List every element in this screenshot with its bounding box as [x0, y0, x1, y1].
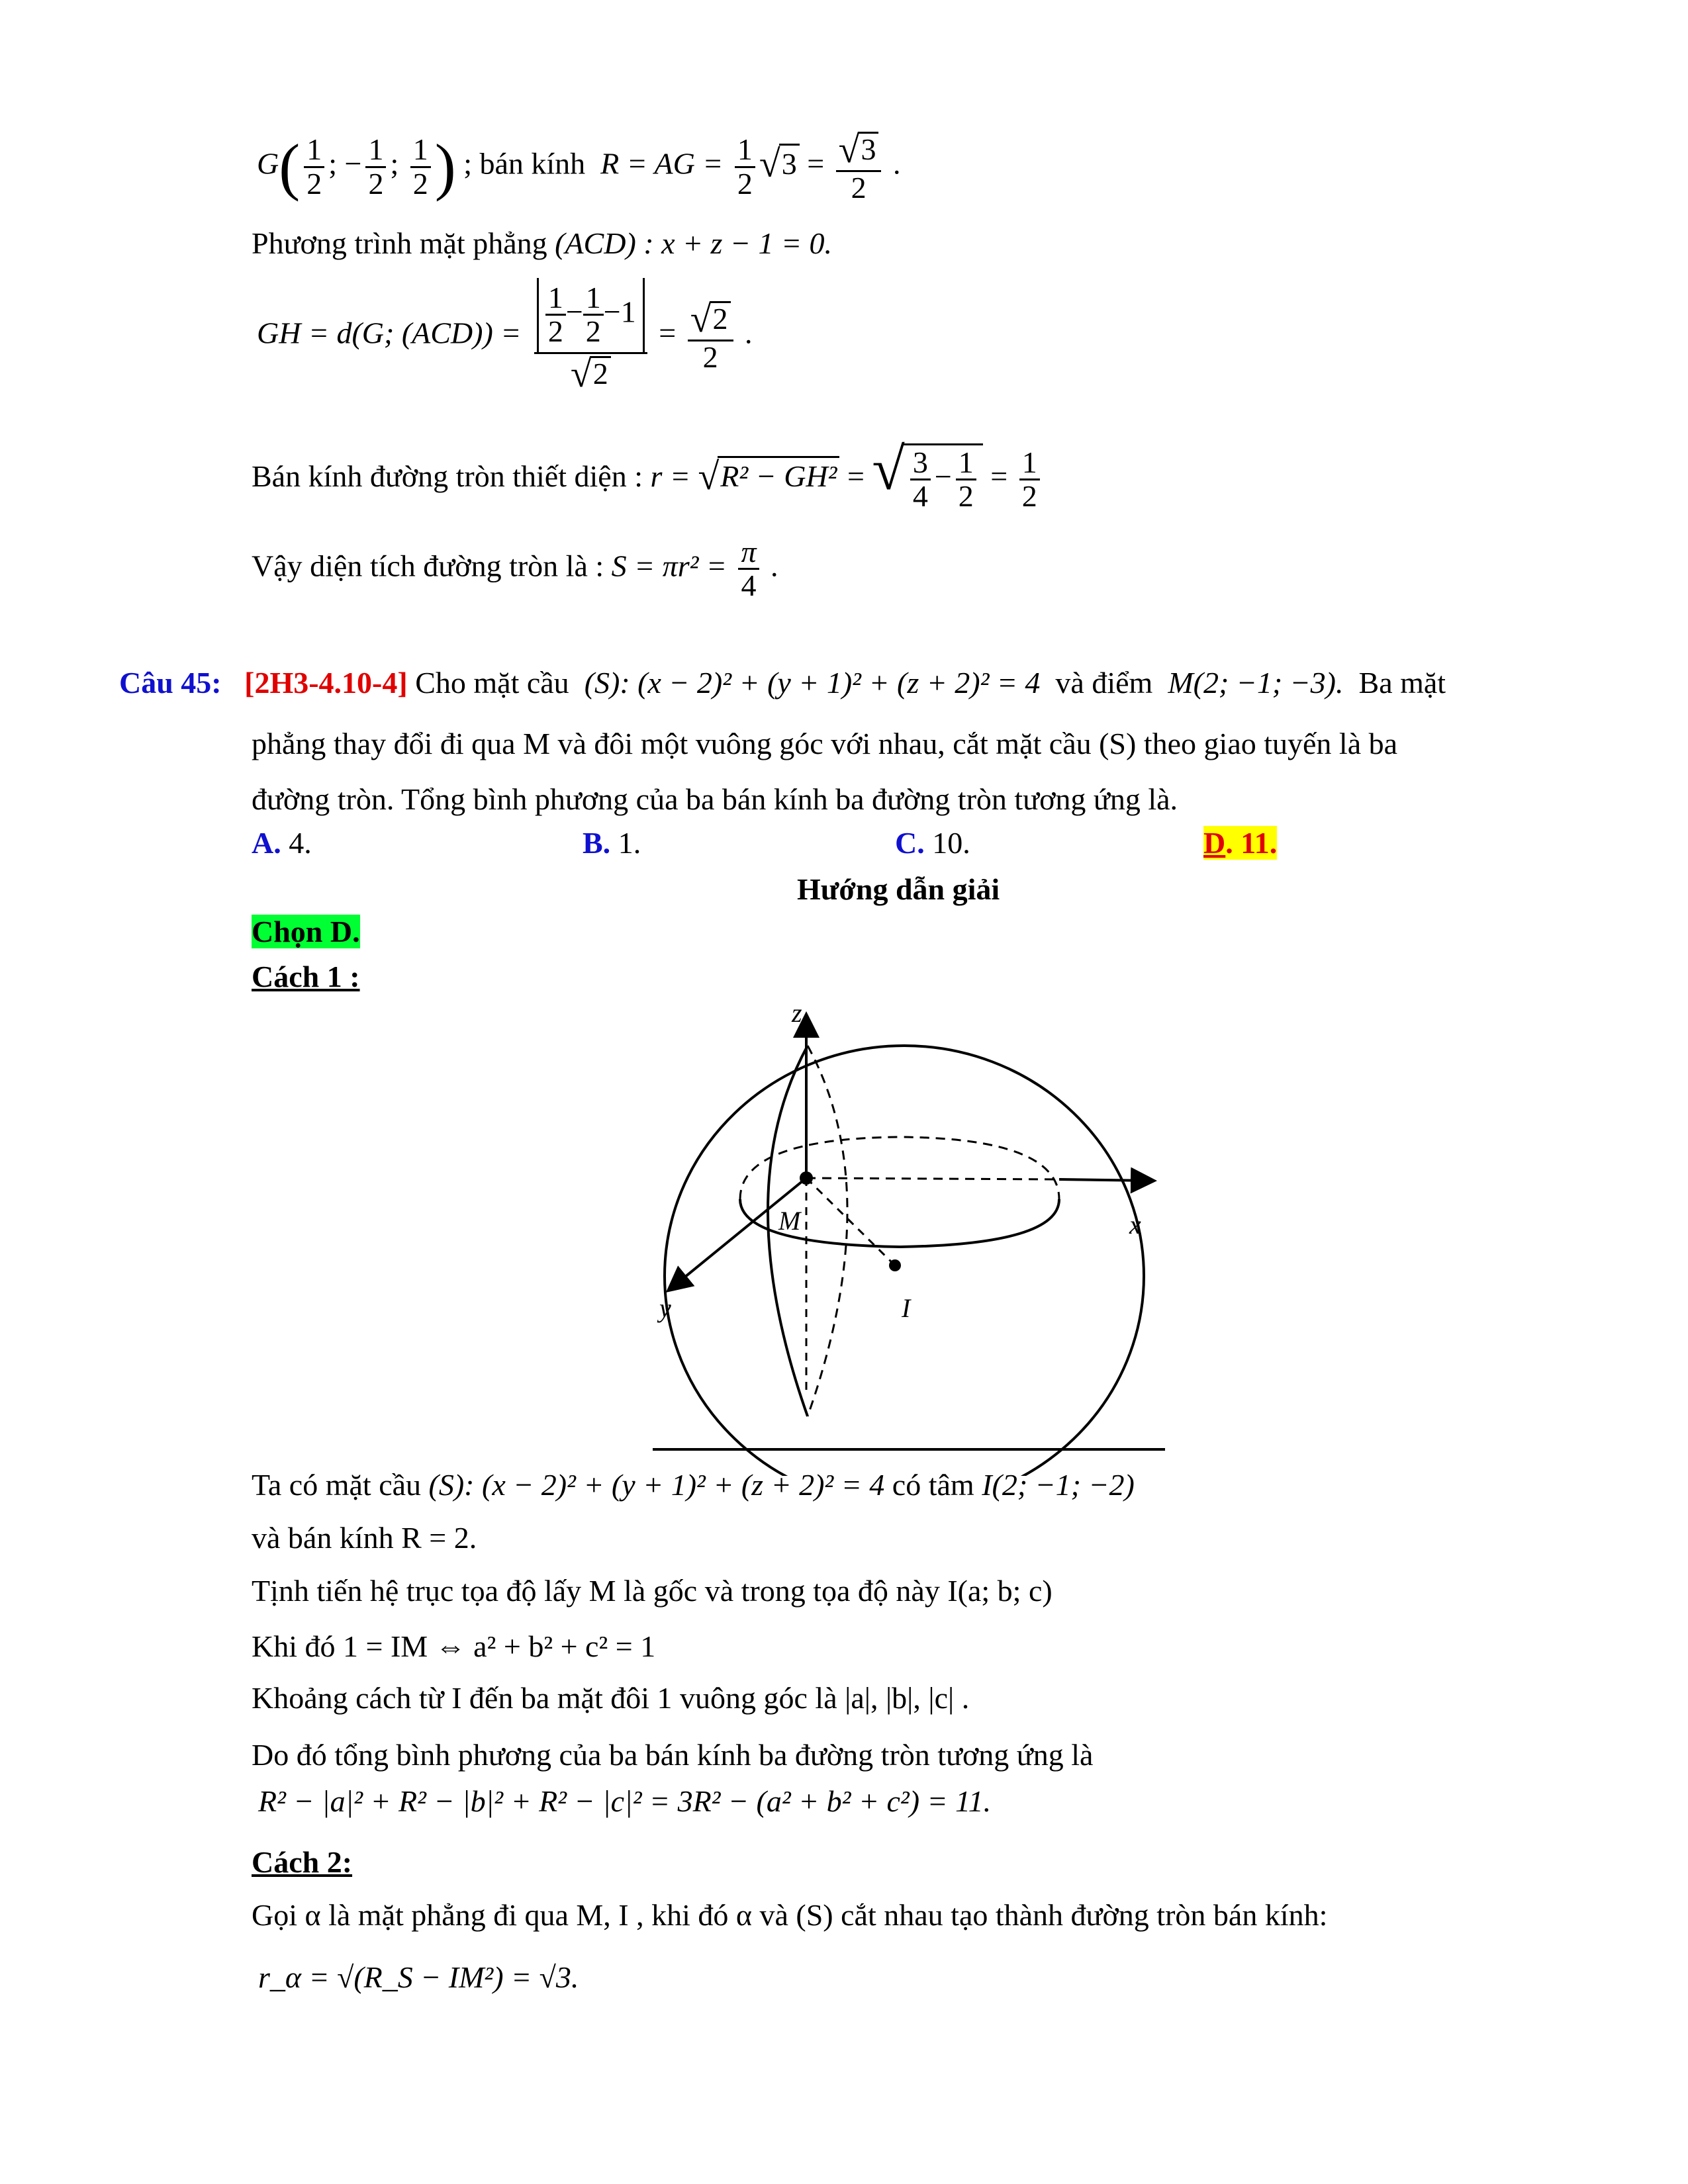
- sphere-figure: [596, 993, 1192, 1476]
- horizontal-circle-back: [740, 1137, 1059, 1199]
- ban-kinh-text: ; bán kính: [463, 146, 586, 181]
- sphere-outline: [665, 1046, 1144, 1476]
- solution-line-7: R² − |a|² + R² − |b|² + R² − |c|² = 3R² − (a² + b² + c²) = 11.: [258, 1784, 992, 1818]
- solution-line-9: r_α = √(R_S − IM²) = √3.: [258, 1960, 579, 1994]
- option-b[interactable]: B. 1.: [583, 826, 641, 860]
- solution-line-5: Khoảng cách từ I đến ba mặt đôi 1 vuông góc là |a|, |b|, |c| .: [252, 1681, 970, 1715]
- label-i: I: [902, 1293, 911, 1323]
- option-c[interactable]: C. 10.: [895, 826, 970, 860]
- solution-line-4: Khi đó 1 = IM ⇔ a² + b² + c² = 1: [252, 1629, 656, 1663]
- line-plane-equation: Phương trình mặt phẳng (ACD) : x + z − 1 = 0.: [252, 226, 833, 260]
- label-x: x: [1129, 1210, 1141, 1240]
- label-m: M: [778, 1206, 801, 1236]
- x-axis: [806, 1178, 1059, 1179]
- choose-answer: Chọn D.: [252, 915, 360, 948]
- line-centroid: G( $\frac{1}{2}$ ; − $\frac{1}{2}$ ; $\frac{1}{2}$ ) ; bán kính R = AG = $\frac{1}{2}$ √3 = $\frac{√3}{2}$ .: [257, 128, 901, 205]
- point-i: [889, 1259, 901, 1271]
- g-label: G: [257, 146, 279, 181]
- vertical-circle-back: [808, 1046, 847, 1416]
- line-area: Vậy diện tích đường tròn là : S = πr² = $\frac{\pi}{4}$ .: [252, 535, 778, 603]
- question-line-2: phẳng thay đổi đi qua M và đôi một vuông góc với nhau, cắt mặt cầu (S) theo giao tuyến là ba: [252, 727, 1398, 760]
- solution-heading: Hướng dẫn giải: [797, 872, 1000, 906]
- solution-line-6: Do đó tổng bình phương của ba bán kính ba đường tròn tương ứng là: [252, 1738, 1094, 1772]
- label-z: z: [792, 998, 802, 1028]
- point-m: [800, 1171, 813, 1185]
- line-circle-radius: Bán kính đường tròn thiết diện : r = √R² − GH² = √ $\frac{3}{4}$ − $\frac{1}{2}$ = $\frac{1}{2}$: [252, 434, 1044, 512]
- method-2-heading: Cách 2:: [252, 1845, 353, 1879]
- solution-line-3: Tịnh tiến hệ trục tọa độ lấy M là gốc và trong tọa độ này I(a; b; c): [252, 1574, 1053, 1608]
- segment-mi: [806, 1178, 895, 1265]
- solution-line-2: và bán kính R = 2.: [252, 1521, 477, 1555]
- question-line-3: đường tròn. Tổng bình phương của ba bán kính ba đường tròn tương ứng là.: [252, 782, 1178, 816]
- question-code: [2H3-4.10-4]: [244, 666, 408, 700]
- solution-line-1: Ta có mặt cầu (S): (x − 2)² + (y + 1)² + (z + 2)² = 4 có tâm I(2; −1; −2): [252, 1468, 1135, 1502]
- r-expr: R = AG =: [600, 146, 724, 181]
- question-label: Câu 45:: [119, 666, 222, 700]
- label-y: y: [659, 1293, 671, 1323]
- line-gh-distance: GH = d(G; (ACD)) = $\frac{1}{2}$ − $\frac{1}{2}$ −1 √2 = $\frac{√2}{2}$ .: [257, 278, 753, 394]
- sphere-equation: (S): (x − 2)² + (y + 1)² + (z + 2)² = 4: [584, 666, 1041, 700]
- solution-line-8: Gọi α là mặt phẳng đi qua M, I , khi đó α và (S) cắt nhau tạo thành đường tròn bán kính:: [252, 1898, 1328, 1932]
- option-a[interactable]: A. 4.: [252, 826, 312, 860]
- method-1-heading: Cách 1 :: [252, 960, 360, 993]
- option-d[interactable]: D. 11.: [1203, 826, 1278, 860]
- question-line-1: Câu 45: [2H3-4.10-4] Cho mặt cầu (S): (x − 2)² + (y + 1)² + (z + 2)² = 4 và điểm M(2; −1; −3). Ba mặt: [119, 666, 1446, 700]
